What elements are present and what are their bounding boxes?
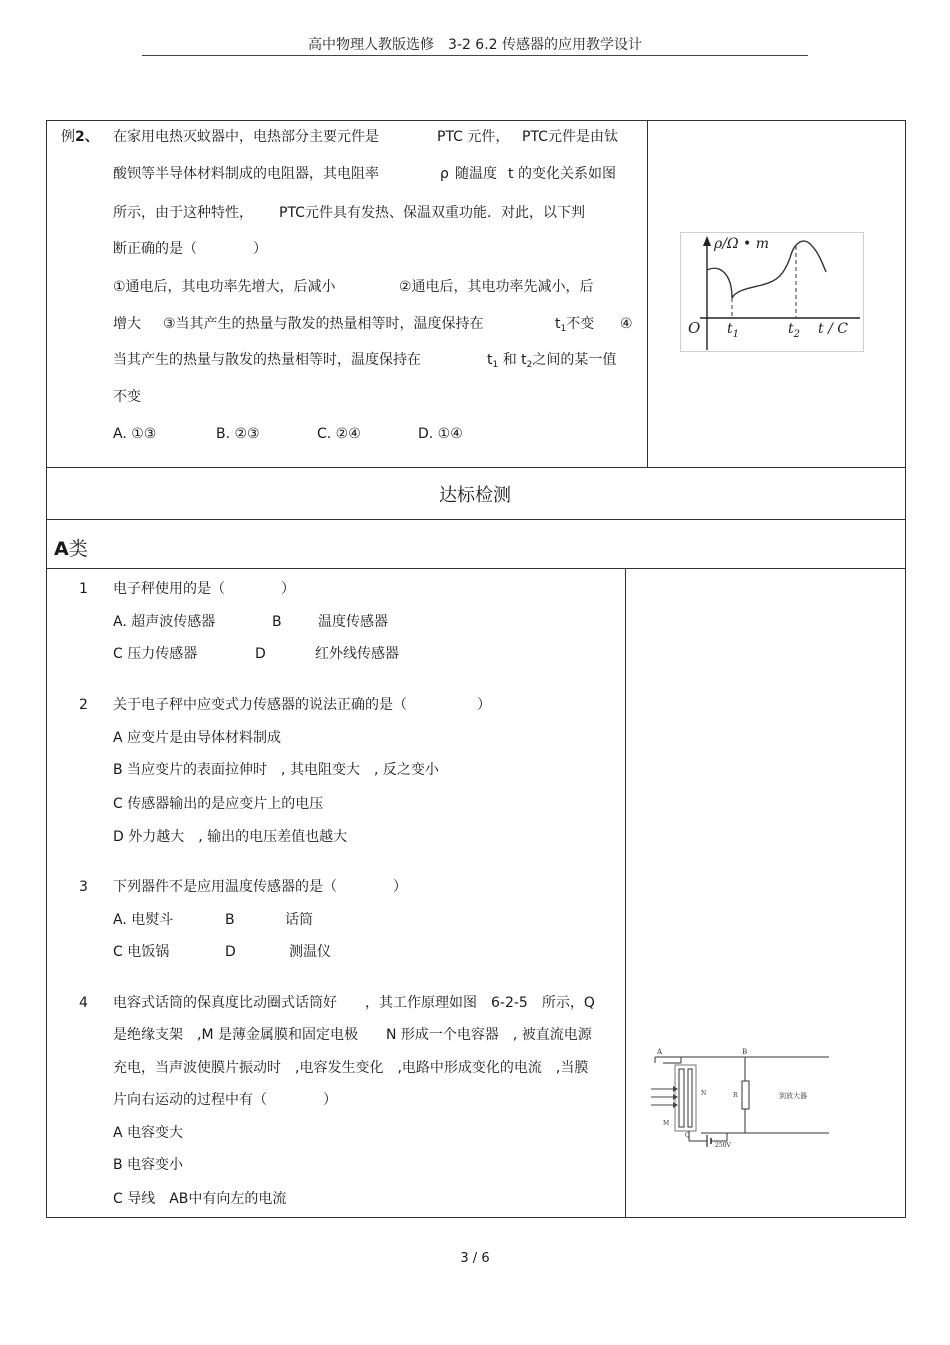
q3-option-d-text: 测温仪 [289,944,331,960]
circuit-label-q: Q [685,1132,690,1139]
q1-option-d-text: 红外线传感器 [315,646,399,662]
q3-stem: 下列器件不是应用温度传感器的是（ ） [113,879,407,895]
q2-option-a: A 应变片是由导体材料制成 [113,730,282,746]
q1-option-c: C 压力传感器 [113,646,198,662]
ex2-line-1a: 在家用电热灭蚊器中，电热部分主要元件是 [113,129,379,145]
q4-line-1: 电容式话筒的保真度比动圈式话筒好 ，其工作原理如图 6-2-5 所示，Q [113,995,595,1011]
ex2-line-7b: $t_1$ 和 $t_2$之间的某一值 [487,352,617,370]
q1-option-b-text: 温度传感器 [318,614,388,630]
circuit-label-voltage: 250V [715,1142,731,1149]
ex2-line-4: 断正确的是（ ） [113,241,267,257]
q3-number: 3 [79,879,88,895]
ex2-line-1c: PTC元件是由钛 [522,129,618,145]
ex2-line-6b: ③当其产生的热量与散发的热量相等时，温度保持在 [163,316,484,332]
graph-y-label: ρ/Ω • m [714,236,769,252]
ex2-option-a: A. ①③ [113,426,157,442]
ex2-line-1b: PTC 元件， [437,129,510,145]
q2-stem: 关于电子秤中应变式力传感器的说法正确的是（ ） [113,697,491,713]
circuit-membrane [679,1069,684,1127]
ex2-line-2c: 随温度 [455,166,497,182]
graph-x-label: t / C [818,321,848,337]
ex2-line-2a: 酸钡等半导体材料制成的电阻器，其电阻率 [113,166,379,182]
circuit-arrowhead-1 [673,1086,678,1092]
example2-label: 例2、 [61,129,99,145]
ex2-line-3a: 所示，由于这种特性， [113,205,253,221]
circuit-support [675,1065,696,1131]
ex2-option-c: C. ②④ [317,426,361,442]
q4-line-2: 是绝缘支架 ,M 是薄金属膜和固定电极 N 形成一个电容器 , 被直流电源 [113,1027,592,1043]
ex2-line-6a: 增大 [113,316,141,332]
ex2-line-8: 不变 [113,389,141,405]
circuit-label-m: M [663,1120,670,1127]
ex2-line-2b: ρ [440,166,449,182]
circuit-label-n: N [701,1090,707,1097]
example2-divider [647,120,648,468]
q2-option-c: C 传感器输出的是应变片上的电压 [113,796,324,812]
q3-option-d-letter: D [225,944,236,960]
ex2-line-2d: t 的变化关系如图 [508,166,616,182]
page-header-title: 高中物理人教版选修 3-2 6.2 传感器的应用教学设计 [307,37,643,53]
q3-option-c: C 电饭锅 [113,944,170,960]
ex2-line-6c: $t_1$不变 [555,316,595,334]
q3-option-a: A. 电熨斗 [113,912,174,928]
q2-option-b: B 当应变片的表面拉伸时 , 其电阻变大 , 反之变小 [113,762,439,778]
microphone-circuit-diagram [641,1045,833,1151]
q4-option-b: B 电容变小 [113,1157,184,1173]
ex2-line-5a: ①通电后，其电功率先增大，后减小 [113,279,336,295]
q2-option-d: D 外力越大 , 输出的电压差值也越大 [113,829,348,845]
graph-y-arrow [703,236,711,246]
ex2-line-5b: ②通电后，其电功率先减小，后 [399,279,594,295]
circuit-fixed-electrode [688,1069,692,1127]
graph-origin-label: O [688,319,701,337]
q3-option-b-letter: B [225,912,235,928]
q4-line-4: 片向右运动的过程中有（ ） [113,1092,337,1108]
q2-number: 2 [79,697,88,713]
ex2-line-7a: 当其产生的热量与散发的热量相等时，温度保持在 [113,352,421,368]
q1-number: 1 [79,581,88,597]
circuit-label-r: R [733,1092,738,1099]
q1-stem: 电子秤使用的是（ ） [113,581,295,597]
q4-number: 4 [79,995,88,1011]
section-title: 达标检测 [439,485,511,506]
circuit-label-amplifier: 到放大器 [779,1092,807,1100]
resistivity-graph [680,232,864,352]
circuit-resistor [742,1081,749,1109]
circuit-label-b: B [742,1048,748,1056]
q1-option-a: A. 超声波传感器 [113,614,216,630]
circuit-arrowhead-2 [673,1094,678,1100]
page-number: 3 / 6 [460,1251,490,1266]
graph-t2-label: $t_2$ [788,321,801,340]
category-box [46,519,906,569]
category-title: A类 [54,538,88,560]
q4-option-c: C 导线 AB中有向左的电流 [113,1191,287,1207]
ex2-line-6d: ④ [620,316,633,332]
ex2-line-3b: PTC元件具有发热、保温双重功能．对此，以下判 [279,205,585,221]
circuit-arrowhead-3 [673,1102,678,1108]
q4-line-3: 充电，当声波使膜片振动时 ,电容发生变化 ,电路中形成变化的电流 ,当膜 [113,1060,589,1076]
questions-divider [625,568,626,1218]
q1-option-d-letter: D [255,646,266,662]
q4-option-a: A 电容变大 [113,1125,184,1141]
header-rule [142,55,808,56]
graph-t1-label: $t_1$ [727,321,740,340]
ex2-option-d: D. ①④ [418,426,463,442]
q3-option-b-text: 话筒 [285,912,313,928]
ex2-option-b: B. ②③ [216,426,260,442]
q1-option-b-letter: B [272,614,282,630]
circuit-label-a: A [657,1048,663,1056]
